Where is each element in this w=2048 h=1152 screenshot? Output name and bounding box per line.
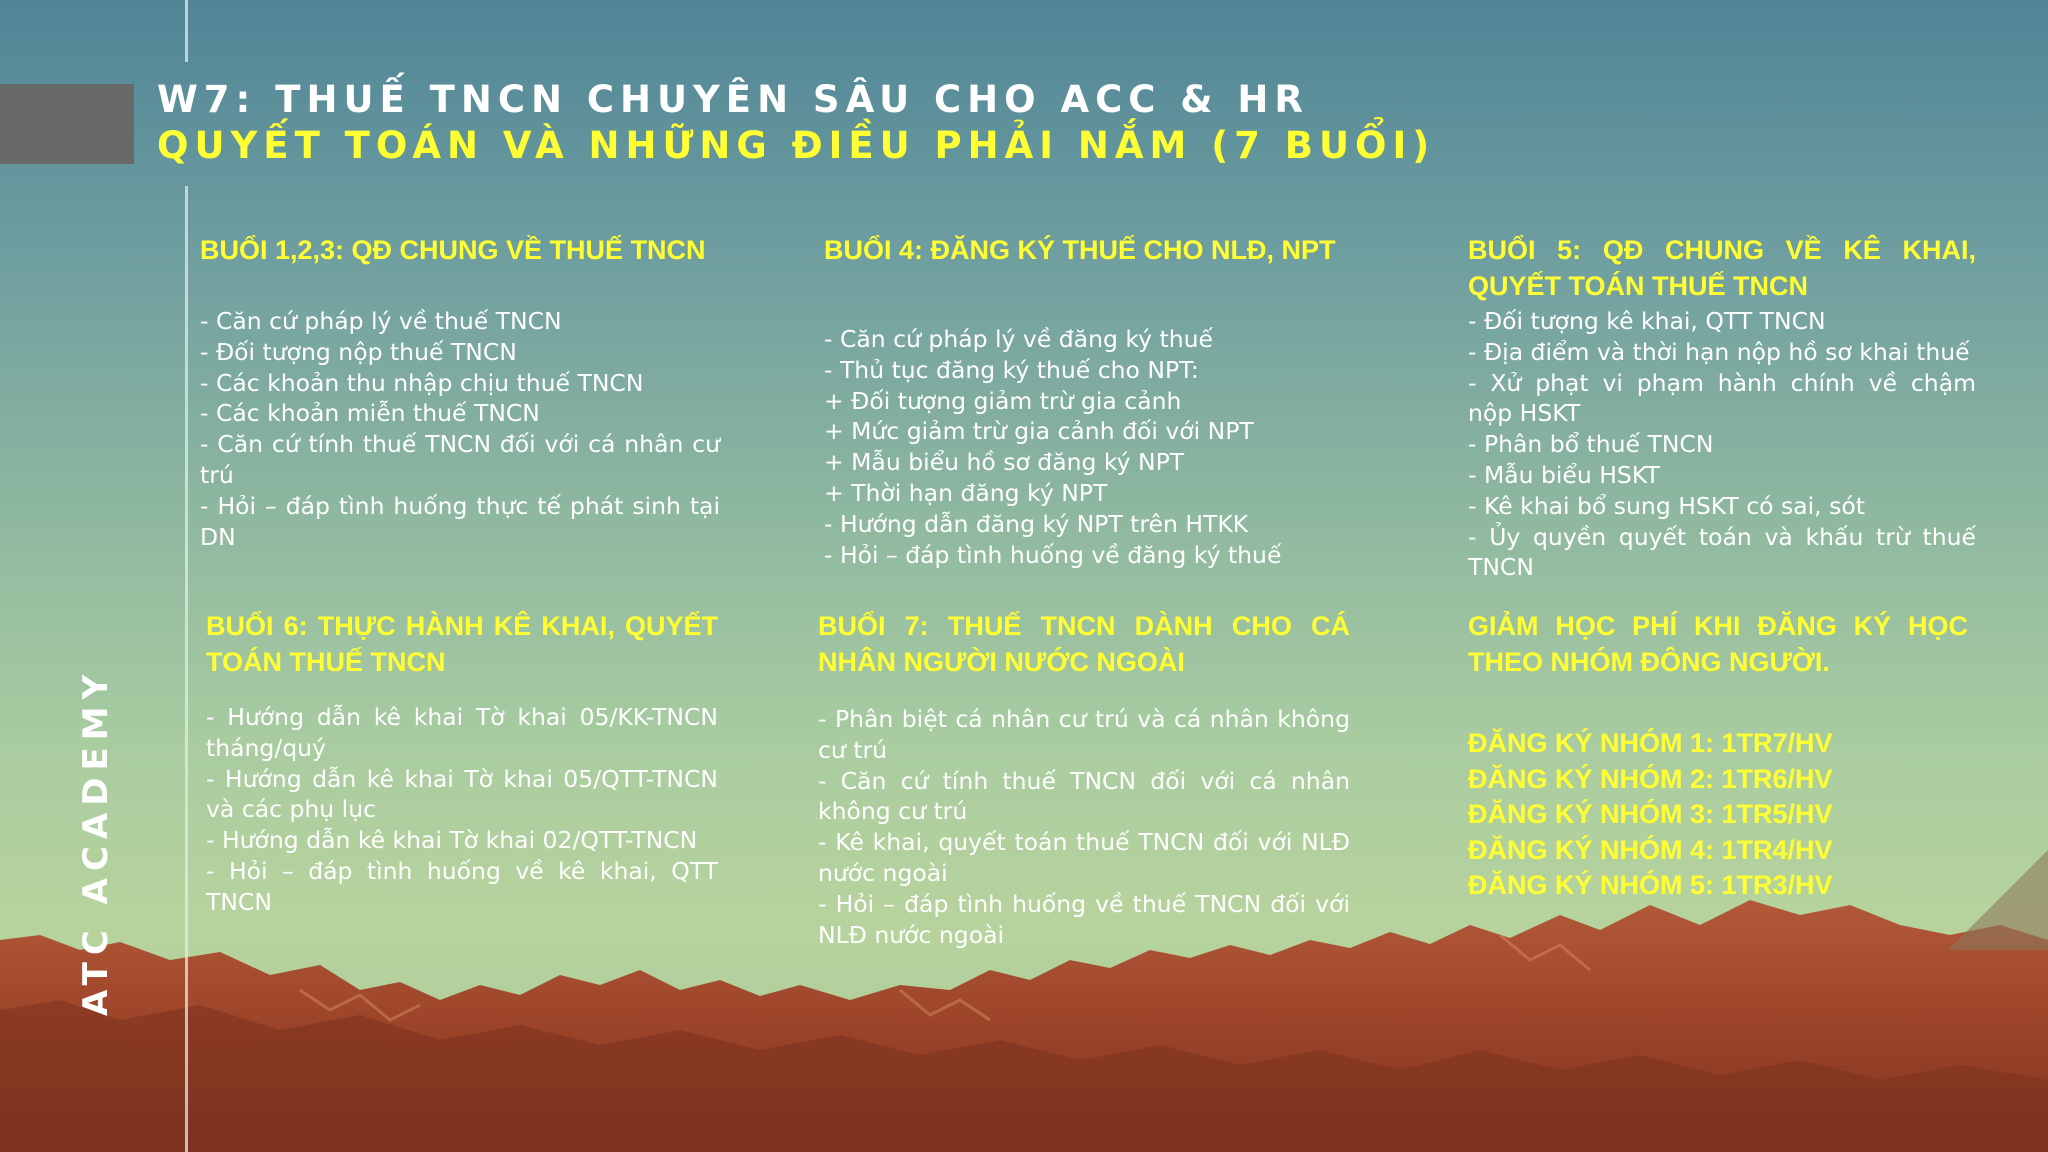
list-item: - Căn cứ pháp lý về đăng ký thuế (824, 325, 1213, 353)
list-item: - Mẫu biểu HSKT (1468, 460, 1660, 489)
list-item: - Hỏi – đáp tình huống về đăng ký thuế (824, 540, 1282, 569)
promo-group-item: ĐĂNG KÝ NHÓM 3: 1TR5/HV (1468, 799, 1833, 829)
section-buoi-6 (206, 608, 718, 918)
promo-section (1468, 608, 1968, 904)
list-item: - Căn cứ tính thuế TNCN đối với cá nhân không cư trú (818, 766, 1350, 826)
promo-group-list (1468, 726, 1968, 904)
section-buoi-1-2-3 (200, 232, 720, 552)
list-item: - Hướng dẫn kê khai Tờ khai 02/QTT-TNCN (206, 826, 698, 855)
list-item: - Các khoản thu nhập chịu thuế TNCN (200, 368, 644, 397)
list-item: - Hướng dẫn kê khai Tờ khai 05/KK-TNCN tháng/quý (206, 703, 718, 762)
section-buoi-5 (1468, 232, 1976, 583)
vertical-divider (185, 186, 188, 1152)
promo-group-item: ĐĂNG KÝ NHÓM 1: 1TR7/HV (1468, 728, 1833, 758)
brand-vertical-text: ATC ACADEMY (76, 667, 116, 1016)
list-item: - Phân biệt cá nhân cư trú và cá nhân không cư trú (818, 705, 1350, 764)
list-item: - Kê khai bổ sung HSKT có sai, sót (1468, 491, 1865, 520)
vertical-divider-top (185, 0, 188, 62)
section-buoi-4 (824, 232, 1364, 570)
list-item: - Đối tượng kê khai, QTT TNCN (1468, 307, 1826, 335)
promo-group-item: ĐĂNG KÝ NHÓM 2: 1TR6/HV (1468, 763, 1833, 794)
promo-group-item: ĐĂNG KÝ NHÓM 5: 1TR3/HV (1468, 870, 1833, 900)
header-title-line1: W7: THUẾ TNCN CHUYÊN SÂU CHO ACC & HR (157, 78, 1309, 121)
promo-title: GIẢM HỌC PHÍ KHI ĐĂNG KÝ HỌC THEO NHÓM ĐÔNG NGƯỜI. (1468, 611, 1968, 677)
section-list (1468, 306, 1976, 583)
list-item: - Hỏi – đáp tình huống về kê khai, QTT TNCN (206, 856, 718, 916)
list-item: - Hỏi – đáp tình huống thực tế phát sinh tại DN (200, 491, 720, 551)
list-item: - Hỏi – đáp tình huống về thuế TNCN đối với NLĐ nước ngoài (818, 889, 1350, 949)
list-item: - Địa điểm và thời hạn nộp hồ sơ khai thuế (1468, 337, 1970, 366)
list-item: - Phân bổ thuế TNCN (1468, 430, 1714, 459)
list-item: - Kê khai, quyết toán thuế TNCN đối với NLĐ nước ngoài (818, 828, 1350, 887)
list-item: - Căn cứ pháp lý về thuế TNCN (200, 307, 562, 335)
section-list (824, 324, 1364, 570)
list-item: - Đối tượng nộp thuế TNCN (200, 337, 517, 366)
section-list (206, 702, 718, 918)
section-list (200, 306, 720, 552)
list-item: + Mẫu biểu hồ sơ đăng ký NPT (824, 448, 1185, 477)
list-item: + Đối tượng giảm trừ gia cảnh (824, 386, 1182, 415)
list-item: + Thời hạn đăng ký NPT (824, 478, 1108, 507)
section-list (818, 704, 1350, 950)
list-item: - Hướng dẫn đăng ký NPT trên HTKK (824, 509, 1249, 538)
list-item: - Hướng dẫn kê khai Tờ khai 05/QTT-TNCN và các phụ lục (206, 764, 718, 824)
list-item: - Thủ tục đăng ký thuế cho NPT: (824, 355, 1199, 384)
list-item: - Ủy quyền quyết toán và khấu trừ thuế TNCN (1468, 522, 1976, 582)
promo-group-item: ĐĂNG KÝ NHÓM 4: 1TR4/HV (1468, 834, 1833, 865)
list-item: + Mức giảm trừ gia cảnh đối với NPT (824, 417, 1254, 446)
header-accent-block (0, 84, 134, 164)
list-item: - Xử phạt vi phạm hành chính về chậm nộp HSKT (1468, 368, 1976, 428)
header-title-line2: QUYẾT TOÁN VÀ NHỮNG ĐIỀU PHẢI NẮM (7 BUỔI) (157, 124, 1436, 167)
list-item: - Căn cứ tính thuế TNCN đối với cá nhân cư trú (200, 430, 720, 489)
section-title: BUỔI 7: THUẾ TNCN DÀNH CHO CÁ NHÂN NGƯỜI NƯỚC NGOÀI (818, 611, 1350, 677)
section-title: BUỔI 1,2,3: QĐ CHUNG VỀ THUẾ TNCN (200, 235, 706, 265)
section-title: BUỔI 4: ĐĂNG KÝ THUẾ CHO NLĐ, NPT (824, 235, 1336, 265)
section-buoi-7 (818, 608, 1350, 950)
section-title: BUỔI 5: QĐ CHUNG VỀ KÊ KHAI, QUYẾT TOÁN THUẾ TNCN (1468, 235, 1976, 301)
section-title: BUỔI 6: THỰC HÀNH KÊ KHAI, QUYẾT TOÁN THUẾ TNCN (206, 611, 718, 677)
list-item: - Các khoản miễn thuế TNCN (200, 399, 540, 428)
